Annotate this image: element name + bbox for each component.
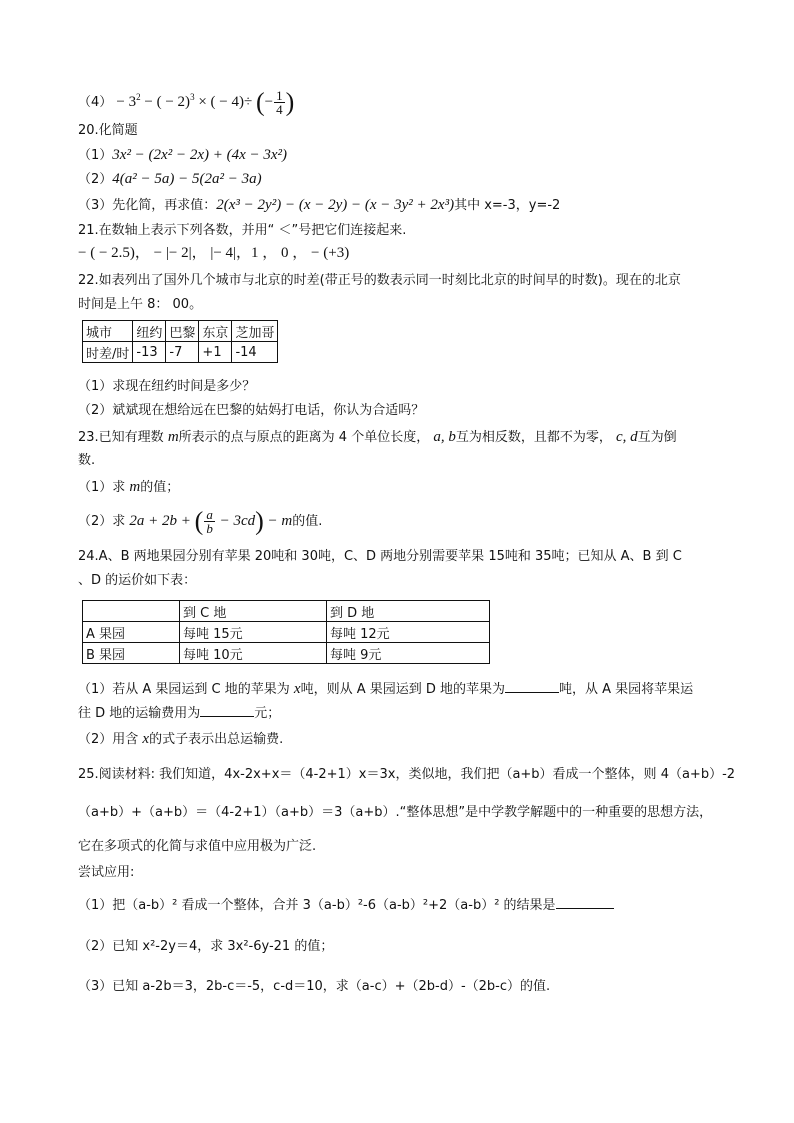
q21-numbers: − ( − 2.5)， − |− 2|， |− 4|，1 ， 0 ， − (+3)	[78, 245, 350, 261]
q20-part1: （1）3x² − (2x² − 2x) + (4x − 3x²)	[78, 147, 288, 163]
q20-part2: （2）4(a² − 5a) − 5(2a² − 3a)	[78, 171, 262, 187]
q25-try-heading: 尝试应用:	[78, 865, 135, 880]
q24-cell: 每吨 12元	[327, 622, 490, 643]
q24-header-cell	[83, 601, 180, 622]
answer-blank[interactable]	[200, 704, 254, 717]
q25-line3: 它在多项式的化简与求值中应用极为广泛.	[78, 839, 317, 854]
q25-part2: （2）已知 x²-2y＝4，求 3x²-6y-21 的值；	[78, 939, 334, 954]
q22-header-cell: 城市	[83, 321, 133, 342]
q21-title: 21.在数轴上表示下列各数，并用“ ＜”号把它们连接起来.	[78, 223, 407, 238]
q22-cell: +1	[199, 342, 232, 363]
q24-freight-table	[82, 600, 490, 664]
q19-part4-expression: − $3^2$ − ( − 2)$^3$ × ( − 4)÷ (− $\frac{1}{4}$ )	[116, 87, 295, 118]
q22-header-cell: 纽约	[133, 321, 166, 342]
q25-part1: （1）把（a-b）² 看成一个整体，合并 3（a-b）²-6（a-b）²+2（a-b）² 的结果是	[78, 896, 614, 915]
answer-blank[interactable]	[556, 896, 614, 909]
q19-part4-label: （4）	[78, 95, 113, 110]
q24-cell: 每吨 15元	[180, 622, 327, 643]
q22-line1: 22.如表列出了国外几个城市与北京的时差(带正号的数表示同一时刻比北京的时间早的时数)。现在的北京	[78, 273, 681, 288]
q20-part3: （3）先化简，再求值：2(x³ − 2y²) − (x − 2y) − (x − 3y² + 2x³)其中 x=-3，y=-2	[78, 197, 561, 213]
q22-timezone-table	[82, 320, 278, 363]
q25-line1: 25.阅读材料: 我们知道，4x-2x+x＝（4-2+1）x＝3x，类似地，我们把（a+b）看成一个整体，则 4（a+b）-2	[78, 767, 736, 782]
q24-cell: A 果园	[83, 622, 180, 643]
q24-part2: （2）用含 x的式子表示出总运输费.	[78, 731, 284, 747]
q24-part1-line2: 往 D 地的运输费用为 元；	[78, 706, 281, 721]
q22-header-cell: 芝加哥	[232, 321, 278, 342]
q22-part2: （2）斌斌现在想给远在巴黎的姑妈打电话，你认为合适吗？	[78, 403, 425, 418]
q24-line2: 、D 的运价如下表：	[78, 573, 197, 588]
q20-title: 20.化简题	[78, 123, 138, 138]
q24-cell: B 果园	[83, 643, 180, 664]
q23-line2: 数.	[78, 453, 96, 468]
q19-part4	[78, 88, 294, 116]
q23-part2: （2）求 2a + 2b + ( $\frac{a}{b}$ − 3cd) − m的值.	[78, 506, 323, 536]
q24-header-cell: 到 D 地	[327, 601, 490, 622]
q25-line2: （a+b）+（a+b）＝（4-2+1）（a+b）＝3（a+b）.“整体思想”是中学教学解题中的一种重要的思想方法，	[78, 805, 713, 820]
q24-cell: 每吨 9元	[327, 643, 490, 664]
q22-header-cell: 巴黎	[166, 321, 199, 342]
q22-cell: -7	[166, 342, 199, 363]
q24-cell: 每吨 10元	[180, 643, 327, 664]
q22-line2: 时间是上午 8： 00。	[78, 297, 203, 312]
q24-part1: （1）若从 A 果园运到 C 地的苹果为 x吨，则从 A 果园运到 D 地的苹果为 吨，从 A 果园将苹果运	[78, 681, 694, 697]
q23-part1: （1）求 m的值；	[78, 479, 180, 495]
answer-blank[interactable]	[505, 680, 559, 693]
q22-cell: 时差/时	[83, 342, 133, 363]
q23-line1: 23.已知有理数 m所表示的点与原点的距离为 4 个单位长度， a, b互为相反数，且都不为零， c, d互为倒	[78, 429, 677, 445]
q23-fraction: $\frac{a}{b}$	[206, 507, 213, 536]
q19-fraction: $\frac{1}{4}$	[276, 88, 283, 118]
q22-cell: -14	[232, 342, 278, 363]
q25-part3: （3）已知 a-2b＝3，2b-c＝-5，c-d＝10，求（a-c）+（2b-d）-（2b-c）的值.	[78, 979, 551, 994]
q24-line1: 24.A、B 两地果园分别有苹果 20吨和 30吨，C、D 两地分别需要苹果 15吨和 35吨；已知从 A、B 到 C	[78, 549, 682, 564]
q22-cell: -13	[133, 342, 166, 363]
q22-part1: （1）求现在纽约时间是多少？	[78, 379, 256, 394]
q22-header-cell: 东京	[199, 321, 232, 342]
q24-header-cell: 到 C 地	[180, 601, 327, 622]
